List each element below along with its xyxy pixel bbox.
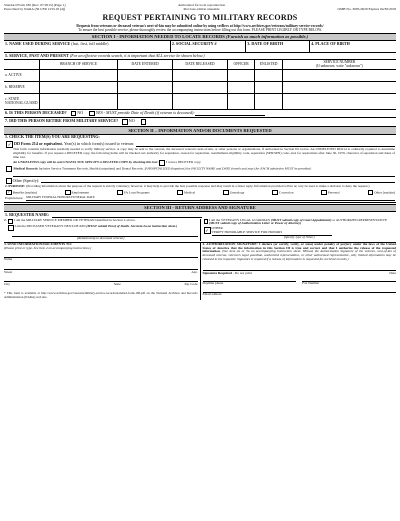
active-number-input[interactable] bbox=[282, 69, 396, 81]
row-label-guard: c. STATE NATIONAL GUARD bbox=[4, 93, 39, 109]
form-availability-note: * This form is available at http://www.archives.gov/veterans/military-service-records/standard-form-180.pdf on the National Archives and Records Administration (NARA) web site. bbox=[4, 291, 198, 300]
address-city-label: City bbox=[4, 282, 11, 287]
reserve-officer-checkbox[interactable] bbox=[227, 81, 254, 93]
representative-label: or AUTHORIZED REPRESENTATIVE bbox=[332, 217, 388, 222]
prescribed-by: Prescribed by NARA (36 CFR 1233.18 (d)) bbox=[4, 7, 66, 12]
explain-row bbox=[4, 196, 396, 203]
address-city-input[interactable] bbox=[4, 274, 198, 282]
medical-item bbox=[4, 166, 396, 178]
signature-label: Signature Required bbox=[202, 271, 232, 276]
col-enlisted: ENLISTED bbox=[255, 59, 282, 69]
medical-label: Medical Records bbox=[13, 166, 38, 171]
daytime-phone-label: Daytime phone bbox=[202, 281, 224, 286]
purpose-label: 2. PURPOSE: bbox=[5, 183, 26, 188]
edition-note: Previous edition unusable bbox=[183, 7, 220, 12]
purpose-correction[interactable]: Correction bbox=[271, 190, 293, 196]
service-row-reserve bbox=[4, 81, 396, 93]
name-label: 1. NAME USED DURING SERVICE bbox=[5, 40, 71, 46]
email-input[interactable] bbox=[203, 286, 397, 293]
form-title: REQUEST PERTAINING TO MILITARY RECORDS bbox=[102, 13, 298, 23]
service-label: 5. SERVICE, PAST AND PRESENT bbox=[5, 52, 69, 58]
purpose-block bbox=[4, 185, 396, 189]
purpose-medical[interactable]: Medical bbox=[176, 190, 195, 196]
other-requester-label: OTHER bbox=[211, 226, 223, 231]
deceased-yes-label: YES - MUST provide Date of Death (if veteran is deceased): bbox=[95, 110, 195, 116]
sf180-form bbox=[4, 3, 396, 515]
medical-hospital-note: If HOSPITALIZED (inpatient) the FACILITY NAME and DATE (month and year) for EACH admission MUST be provided: bbox=[144, 166, 312, 171]
service-row-guard bbox=[4, 93, 396, 109]
deceased-row bbox=[4, 110, 396, 118]
guard-officer-checkbox[interactable] bbox=[227, 93, 254, 109]
legal-guardian-checkbox[interactable] bbox=[204, 219, 208, 225]
row-label-active: a. ACTIVE bbox=[4, 69, 39, 81]
service-number-hint: (If unknown, write "unknown") bbox=[316, 64, 363, 69]
other-type-label: (Specify type of Other) bbox=[283, 235, 315, 240]
guard-branch-input[interactable] bbox=[39, 93, 117, 109]
fax-label: Fax Number bbox=[302, 281, 320, 286]
relationship-label: (Relationship to deceased veteran) bbox=[77, 235, 125, 240]
purpose-genealogy[interactable]: Genealogy bbox=[222, 190, 244, 196]
guard-number-input[interactable] bbox=[282, 93, 396, 109]
dd214-year-label: Year(s) in which form(s) issued to veteran: bbox=[63, 140, 135, 146]
identity-row bbox=[4, 41, 396, 53]
purpose-employment[interactable]: Employment bbox=[64, 190, 89, 196]
purpose-benefits-checkbox[interactable]: ✓ bbox=[7, 189, 11, 194]
section-1-note: (Furnish as much information as possible.) bbox=[225, 34, 309, 40]
reserve-released-input[interactable] bbox=[173, 81, 228, 93]
active-branch-input[interactable] bbox=[39, 69, 117, 81]
address-signature-block bbox=[4, 242, 396, 300]
requester-category bbox=[4, 219, 396, 241]
other-label: Other (Specify): bbox=[12, 177, 40, 183]
purpose-personal[interactable]: Personal bbox=[320, 190, 339, 196]
address-name-label: Name bbox=[4, 257, 13, 262]
retired-no-checkbox[interactable] bbox=[122, 119, 128, 125]
dd214-year-input[interactable] bbox=[136, 142, 395, 147]
section-1-title: SECTION I - INFORMATION NEEDED TO LOCATE RECORDS bbox=[91, 34, 225, 40]
signature-input[interactable] bbox=[203, 263, 397, 271]
address-apt-label: Apt. bbox=[191, 270, 198, 275]
authorization-note: (See item 2a or 3a on accompanying instruction sheet. Without the Authorization Signature of the veteran, next-of-kin of deceased veteran, veteran's legal guardian, authorized representative, or other authorized representative, only limited information may be released to the requester. Signature is required if a release of information is requested for archival records.) bbox=[202, 249, 396, 262]
service-note: (For an effective records search, it is important that ALL service be shown below.) bbox=[69, 52, 205, 58]
section-2-header: SECTION II – INFORMATION AND/OR DOCUMENTS REQUESTED bbox=[4, 126, 396, 134]
online-request-note: Requests from veterans or deceased veteran's next-of-kin may be submitted online by using vetRecs at http://www.archives.gov/veterans/military-service-records/ bbox=[76, 23, 324, 28]
authorization-note: Authorized for local reproduction bbox=[177, 3, 226, 7]
ssn-field[interactable]: 2. SOCIAL SECURITY # bbox=[171, 41, 246, 52]
dd214-label: DD Form 214 or equivalent. bbox=[14, 140, 63, 146]
row-label-reserve: b. RESERVE bbox=[4, 81, 39, 93]
col-branch: BRANCH OF SERVICE bbox=[39, 59, 117, 69]
guard-entered-input[interactable] bbox=[118, 93, 173, 109]
legal-guardian-note: (MUST submit copy of Court Appointment) bbox=[270, 217, 332, 222]
reserve-number-input[interactable] bbox=[282, 81, 396, 93]
col-service-number: SERVICE NUMBER (If unknown, write "unknown") bbox=[282, 59, 396, 69]
nok-option-label: I am the DECEASED VETERAN'S NEXT-OF-KIN bbox=[14, 224, 86, 229]
retired-row bbox=[4, 118, 396, 125]
veteran-checkbox[interactable] bbox=[8, 219, 14, 225]
explain-label: Explain here: bbox=[5, 195, 24, 200]
deceased-no-checkbox[interactable] bbox=[71, 111, 77, 117]
other-input[interactable] bbox=[41, 178, 395, 183]
requester-options-left bbox=[4, 219, 201, 241]
service-row-active bbox=[4, 69, 396, 81]
items-requested-label: 1. CHECK THE ITEM(S) YOU ARE REQUESTING: bbox=[5, 134, 100, 140]
deceased-label: 6. IS THIS PERSON DECEASED? bbox=[5, 110, 67, 116]
nok-checkbox[interactable] bbox=[8, 225, 14, 231]
form-id: Standard Form 180 (Rev. 07/2015) (Page 1) bbox=[4, 3, 66, 7]
active-officer-checkbox[interactable] bbox=[227, 69, 254, 81]
name-field[interactable] bbox=[4, 41, 171, 52]
signature-note: - Do not print bbox=[232, 271, 252, 276]
section-3-header: SECTION III - RETURN ADDRESS AND SIGNATURE bbox=[4, 204, 396, 212]
send-to-label: 3. SEND INFORMATION/DOCUMENTS TO: bbox=[4, 241, 73, 246]
undeleted-note: An UNDELETED copy will be sent UNLESS YOU SPECIFY A DELETED COPY by checking this box: bbox=[13, 159, 159, 164]
service-table-header bbox=[4, 59, 396, 69]
item-2-label: 2. bbox=[4, 217, 7, 222]
requester-options-right bbox=[201, 219, 397, 241]
col-date-entered: DATE ENTERED bbox=[118, 59, 173, 69]
address-zip-label: Zip Code bbox=[184, 282, 198, 287]
active-entered-input[interactable] bbox=[118, 69, 173, 81]
purpose-va-loan[interactable]: VA Loan Programs bbox=[116, 190, 150, 196]
deleted-copy-checkbox[interactable] bbox=[159, 160, 165, 166]
veteran-option-label: I am the MILITARY SERVICE MEMBER OR VETERAN identified in Section I, above. bbox=[14, 217, 136, 222]
col-date-released: DATE RELEASED bbox=[173, 59, 228, 69]
purpose-other[interactable]: Other (explain) bbox=[367, 190, 395, 196]
representative-note: (MUST submit copy of Authorization Letter or Power of Attorney) bbox=[208, 221, 302, 226]
dd214-description: This form contains information normally needed to verify military service. A copy may be sent to the veteran, the deceased veteran's next-of-kin, or other persons or organizations, if authorized in Section III, below. An UNDELETED DD214 is ordinarily required to determine eligibility for benefits. If you request a DELETED copy, the following items will be blacked out: authority for separation, reason for separation, reenlistment eligibility code, separation (SPD/SPN) code, and, for separations after June 30, 1979, character of separation and dates of time lost. bbox=[13, 147, 395, 160]
retired-no-label: NO bbox=[128, 118, 135, 124]
reserve-enlisted-checkbox[interactable] bbox=[255, 81, 282, 93]
other-requester-input[interactable]: VERIFY HONORABLE SERVICE FOR HONORS bbox=[212, 231, 332, 236]
legal-guardian-label: I am the VETERAN'S LEGAL GUARDIAN bbox=[208, 217, 270, 222]
address-street-input[interactable] bbox=[4, 262, 198, 270]
instructions-note: To ensure the best possible service, please thoroughly review the accompanying instructions before filling out this form. PLEASE PRINT LEGIBLY OR TYPE BELOW. bbox=[78, 27, 322, 32]
explain-input[interactable]: MILITARY FUNERAL HONORS FUNERAL DATE bbox=[26, 196, 395, 201]
retired-yes-checkbox[interactable] bbox=[141, 119, 147, 125]
pob-field[interactable]: 4. PLACE OF BIRTH bbox=[311, 40, 350, 46]
retired-label: 7. DID THIS PERSON RETIRE FROM MILITARY SERVICE? bbox=[5, 118, 119, 124]
email-label: Email address bbox=[202, 292, 222, 297]
signature-date-label: Date bbox=[389, 271, 396, 276]
reserve-entered-input[interactable] bbox=[118, 81, 173, 93]
address-state-label: State bbox=[113, 282, 121, 287]
requester-label: 1. REQUESTER NAME: bbox=[5, 212, 50, 218]
deceased-yes-checkbox[interactable] bbox=[89, 111, 95, 117]
other-requester-checkbox[interactable]: ✓ bbox=[205, 228, 209, 234]
active-enlisted-checkbox[interactable] bbox=[255, 69, 282, 81]
dd214-item bbox=[4, 141, 396, 166]
authorization-declaration: I declare (or certify, verify, or state) under penalty of perjury under the laws of the United States of America that the information in this Section III is true and correct and that I authorize the release of the requested information. bbox=[202, 241, 396, 254]
dob-field[interactable]: 3. DATE OF BIRTH bbox=[246, 41, 310, 52]
guard-released-input[interactable] bbox=[173, 93, 228, 109]
address-street-label: Street bbox=[4, 270, 13, 275]
dd214-checkbox[interactable]: ✓ bbox=[7, 141, 12, 147]
name-hint: (last, first, full middle) bbox=[71, 40, 109, 46]
medical-checkbox[interactable] bbox=[6, 166, 12, 172]
reserve-branch-input[interactable] bbox=[39, 81, 117, 93]
medical-description: Includes Service Treatment Records, Health (outpatient) and Dental Records. bbox=[38, 166, 144, 171]
send-to-note: (Please print or type. See item 4 on accompanying instructions.) bbox=[4, 245, 92, 250]
date-of-death-input[interactable] bbox=[195, 111, 265, 116]
omb-number: OMB No. 3095-0029 Expires 04/30/2018 bbox=[337, 7, 396, 12]
purpose-description: (Providing information about the purpose of the request is strictly voluntary; however, it may help to provide the best possible response and may result in a faster reply. Information provided will in no way be used to make a decision to deny the request.) bbox=[26, 183, 370, 188]
medical-facility-input[interactable] bbox=[13, 172, 395, 177]
service-table bbox=[4, 59, 396, 110]
address-name-input[interactable] bbox=[4, 250, 198, 258]
form-header bbox=[4, 3, 396, 11]
authorization-block bbox=[201, 243, 397, 300]
nok-option-note: (MUST submit Proof of Death. See item 2a on instruction sheet.) bbox=[86, 224, 178, 229]
col-officer: OFFICER bbox=[227, 59, 254, 69]
active-released-input[interactable] bbox=[173, 69, 228, 81]
guard-enlisted-checkbox[interactable] bbox=[255, 93, 282, 109]
purpose-benefits[interactable]: ✓ Benefits (explain) bbox=[7, 189, 37, 195]
authorization-label: 4. AUTHORIZATION SIGNATURE: bbox=[202, 241, 258, 246]
deceased-no-label: NO bbox=[77, 110, 84, 116]
deleted-copy-label: I want a DELETED copy. bbox=[166, 159, 202, 164]
address-block bbox=[4, 243, 201, 300]
